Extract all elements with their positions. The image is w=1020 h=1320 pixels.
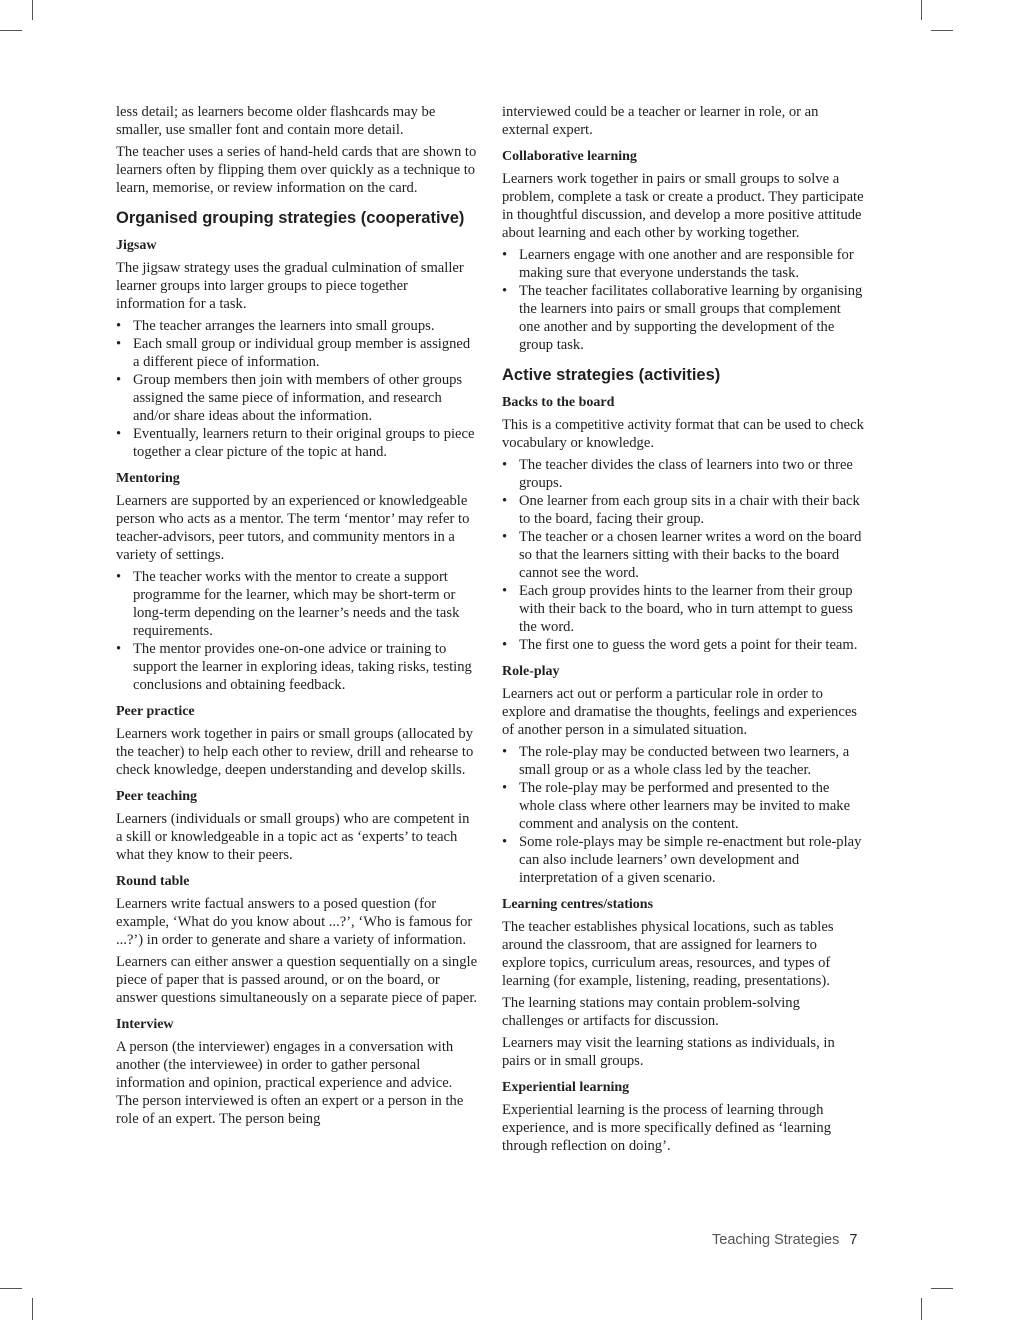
list-item: • Learners engage with one another and are responsible for making sure that everyone understands the task.	[502, 246, 864, 282]
subheading: Peer teaching	[116, 789, 197, 804]
crop-mark	[921, 0, 922, 20]
paragraph: The teacher uses a series of hand-held cards that are shown to learners often by flipping them over quickly as a technique to learn, memorise, or review information on the card.	[116, 144, 477, 196]
paragraph: Experiential learning is the process of learning through experience, and is more specifically defined as ‘learning through reflection on doing’.	[502, 1102, 832, 1154]
crop-mark	[931, 1288, 953, 1289]
subheading: Collaborative learning	[502, 149, 637, 164]
page-footer	[712, 1232, 857, 1248]
subheading: Mentoring	[116, 471, 180, 486]
list-item: • The teacher arranges the learners into small groups.	[116, 317, 478, 335]
list-item: • Eventually, learners return to their original groups to piece together a clear picture of the topic at hand.	[116, 425, 478, 461]
paragraph: Learners write factual answers to a posed question (for example, ‘What do you know about ...?’, ‘Who is famous for ...?’) in order to generate and share a variety of information.	[116, 896, 473, 948]
page-number: 7	[849, 1232, 858, 1248]
list-item: • The role-play may be performed and presented to the whole class where other learners may be invited to make comment and analysis on the content.	[502, 779, 864, 833]
paragraph: The jigsaw strategy uses the gradual culmination of smaller learner groups into larger groups to piece together information for a task.	[116, 260, 464, 312]
list-item: • Each small group or individual group member is assigned a different piece of information.	[116, 335, 478, 371]
paragraph: Learners act out or perform a particular role in order to explore and dramatise the thoughts, feelings and experiences of another person in a simulated situation.	[502, 686, 857, 738]
paragraph: The teacher establishes physical locations, such as tables around the classroom, that are assigned for learners to explore topics, curriculum areas, resources, and types of learning (for example, listening, reading, presentations).	[502, 919, 834, 989]
subheading: Backs to the board	[502, 395, 615, 410]
crop-mark	[32, 1298, 33, 1320]
paragraph: Learners may visit the learning stations as individuals, in pairs or in small groups.	[502, 1035, 835, 1069]
paragraph: Learners can either answer a question sequentially on a single piece of paper that is passed around, or on the board, or answer questions simultaneously on a separate piece of paper.	[116, 954, 478, 1006]
bullet-list	[502, 456, 864, 654]
paragraph: less detail; as learners become older flashcards may be smaller, use smaller font and contain more detail.	[116, 104, 436, 138]
list-item: • The teacher or a chosen learner writes a word on the board so that the learners sitting with their backs to the board cannot see the word.	[502, 528, 864, 582]
subheading: Learning centres/stations	[502, 897, 654, 912]
crop-mark	[921, 1298, 922, 1320]
crop-mark	[0, 30, 22, 31]
crop-mark	[32, 0, 33, 20]
list-item: • The mentor provides one-on-one advice or training to support the learner in exploring ideas, taking risks, testing conclusions and obtaining feedback.	[116, 640, 478, 694]
bullet-list	[502, 246, 864, 354]
paragraph: A person (the interviewer) engages in a conversation with another (the interviewee) in order to gather personal information and opinion, practical experience and advice. The person interviewed is often an expert or a person in the role of an expert. The person being	[116, 1039, 464, 1127]
paragraph: This is a competitive activity format that can be used to check vocabulary or knowledge.	[502, 417, 864, 451]
right-column	[502, 103, 864, 1159]
list-item: • The role-play may be conducted between two learners, a small group or as a whole class led by the teacher.	[502, 743, 864, 779]
bullet-list	[116, 317, 478, 461]
list-item: • One learner from each group sits in a chair with their back to the board, facing their group.	[502, 492, 864, 528]
list-item: • Each group provides hints to the learner from their group with their back to the board, who in turn attempt to guess the word.	[502, 582, 864, 636]
subheading: Round table	[116, 874, 190, 889]
subheading: Interview	[116, 1017, 174, 1032]
list-item: • The teacher works with the mentor to create a support programme for the learner, which may be short-term or long-term depending on the learner’s needs and the task requirements.	[116, 568, 478, 640]
list-item: • Group members then join with members of other groups assigned the same piece of information, and research and/or share ideas about the information.	[116, 371, 478, 425]
paragraph: Learners (individuals or small groups) who are competent in a skill or knowledgeable in a topic act as ‘experts’ to teach what they know to their peers.	[116, 811, 470, 863]
subheading: Role-play	[502, 664, 560, 679]
subheading: Jigsaw	[116, 238, 157, 253]
section-heading: Active strategies (activities)	[502, 366, 721, 384]
subheading: Experiential learning	[502, 1080, 630, 1095]
crop-mark	[931, 30, 953, 31]
bullet-list	[116, 568, 478, 694]
section-heading: Organised grouping strategies (cooperative)	[116, 209, 465, 227]
list-item: • The teacher divides the class of learners into two or three groups.	[502, 456, 864, 492]
paragraph: The learning stations may contain problem-solving challenges or artifacts for discussion.	[502, 995, 800, 1029]
bullet-list	[502, 743, 864, 887]
paragraph: Learners work together in pairs or small groups (allocated by the teacher) to help each other to review, drill and rehearse to check knowledge, deepen understanding and develop skills.	[116, 726, 474, 778]
subheading: Peer practice	[116, 704, 195, 719]
list-item: • Some role-plays may be simple re-enactment but role-play can also include learners’ own development and interpretation of a given scenario.	[502, 833, 864, 887]
paragraph: Learners work together in pairs or small groups to solve a problem, complete a task or create a product. They participate in thoughtful discussion, and develop a more positive attitude about learning and each other by working together.	[502, 171, 864, 241]
running-title: Teaching Strategies	[712, 1232, 840, 1248]
paragraph: interviewed could be a teacher or learner in role, or an external expert.	[502, 104, 819, 138]
paragraph: Learners are supported by an experienced or knowledgeable person who acts as a mentor. The term ‘mentor’ may refer to teacher-advisors, peer tutors, and community mentors in a variety of settings.	[116, 493, 470, 563]
list-item: • The first one to guess the word gets a point for their team.	[502, 636, 864, 654]
crop-mark	[0, 1288, 22, 1289]
list-item: • The teacher facilitates collaborative learning by organising the learners into pairs or small groups that complement one another and by supporting the development of the group task.	[502, 282, 864, 354]
left-column	[116, 103, 478, 1132]
